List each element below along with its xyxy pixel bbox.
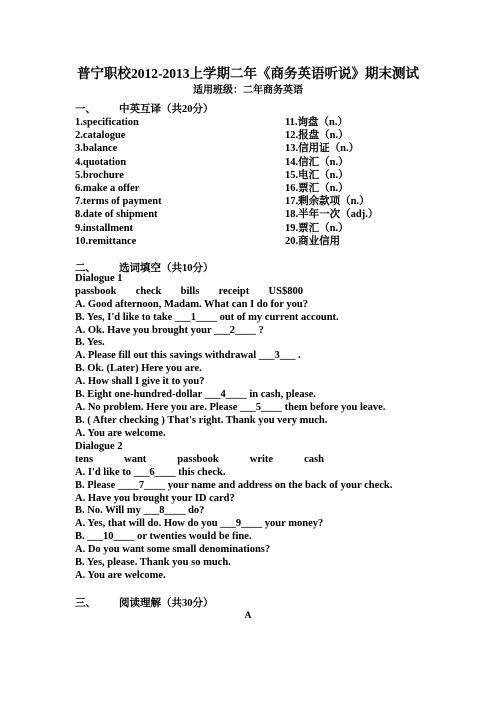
dialogue-line: B. ___10____ or twenties would be fine. xyxy=(75,531,252,543)
vocab-row xyxy=(75,156,435,169)
dialogue-line: A. Good afternoon, Madam. What can I do for you? xyxy=(75,298,308,310)
vocab-en: 5.brochure xyxy=(75,169,124,181)
dialogue-line: A. You are welcome. xyxy=(75,427,166,439)
word-bank-item: check xyxy=(135,285,162,297)
dialogue-line: B. Please ____7____ your name and address on the back of your check. xyxy=(75,479,393,491)
word-bank-item: passbook xyxy=(75,285,117,297)
page-subtitle: 适用班级：二年商务英语 xyxy=(193,85,303,96)
word-bank-item: tens xyxy=(75,453,94,465)
vocab-zh: 16.票汇（n.） xyxy=(285,182,349,194)
dialogue-line: A. Yes, that will do. How do you ___9____ your money? xyxy=(75,518,324,530)
dialogue-line: B. No. Will my ___8____ do? xyxy=(75,505,205,517)
vocab-row xyxy=(75,195,435,208)
vocab-row xyxy=(75,182,435,195)
dialogue-2 xyxy=(75,441,435,583)
dialogue1-word-bank xyxy=(75,286,303,299)
section1-number: 一、 xyxy=(75,104,96,115)
dialogue-line: A. How shall I give it to you? xyxy=(75,376,205,388)
word-bank-item: receipt xyxy=(218,285,250,297)
dialogue-line: B. Ok. (Later) Here you are. xyxy=(75,363,202,375)
vocab-row xyxy=(75,129,435,142)
vocab-row xyxy=(75,235,435,248)
word-bank-item: US$800 xyxy=(268,285,303,297)
section2-number: 二、 xyxy=(75,263,96,274)
vocab-zh: 18.半年一次（adj.） xyxy=(285,209,379,221)
vocab-zh: 15.电汇（n.） xyxy=(285,169,349,181)
vocab-en: 1.specification xyxy=(75,117,139,128)
dialogue-line: B. Yes, I'd like to take ___1____ out of my current account. xyxy=(75,311,339,323)
word-bank-item: passbook xyxy=(177,453,219,465)
dialogue-line: A. No problem. Here you are. Please ___5____ them before you leave. xyxy=(75,401,386,413)
vocab-zh: 17.剩余款项（n.） xyxy=(285,196,370,208)
dialogue-line: B. Eight one-hundred-dollar ___4____ in cash, please. xyxy=(75,389,316,401)
vocab-en: 10.remittance xyxy=(75,235,137,247)
dialogue-line: B. ( After checking ) That's right. Thank you very much. xyxy=(75,414,328,426)
dialogue2-word-bank xyxy=(75,454,324,467)
dialogue-line: A. I'd like to ___6____ this check. xyxy=(75,466,226,478)
word-bank-item: want xyxy=(124,453,147,465)
vocab-row xyxy=(75,142,435,155)
section3-heading xyxy=(75,595,214,610)
dialogue-line: A. Ok. Have you brought your ___2____ ? xyxy=(75,324,264,336)
vocab-row xyxy=(75,116,435,129)
dialogue1-title: Dialogue 1 xyxy=(75,273,123,284)
vocab-en: 3.balance xyxy=(75,143,118,155)
dialogue-line: A. Have you brought your ID card? xyxy=(75,492,235,504)
dialogue-line: B. Yes, please. Thank you so much. xyxy=(75,557,231,569)
vocab-zh: 14.信汇（n.） xyxy=(285,156,349,168)
dialogue-line: A. Please fill out this savings withdrawal ___3___ . xyxy=(75,350,301,362)
vocab-zh: 12.报盘（n.） xyxy=(285,130,349,142)
dialogue-1 xyxy=(75,273,435,441)
section3-title: 阅读理解（共30分） xyxy=(119,598,214,609)
word-bank-item: write xyxy=(249,453,274,465)
dialogue2-title: Dialogue 2 xyxy=(75,441,123,452)
page-title: 普宁职校2012-2013上学期二年《商务英语听说》期末测试 xyxy=(77,66,419,81)
vocab-list xyxy=(75,116,435,248)
vocab-en: 8.date of shipment xyxy=(75,209,158,221)
dialogue-line: A. Do you want some small denominations? xyxy=(75,544,271,556)
dialogue-line: A. You are welcome. xyxy=(75,569,166,581)
vocab-zh: 20.商业信用 xyxy=(285,235,341,247)
section1-heading xyxy=(75,101,214,116)
vocab-en: 2.catalogue xyxy=(75,130,126,142)
word-bank-item: bills xyxy=(180,285,200,297)
vocab-zh: 13.信用证（n.） xyxy=(285,143,360,155)
vocab-row xyxy=(75,169,435,182)
word-bank-item: cash xyxy=(304,453,324,465)
vocab-en: 9.installment xyxy=(75,222,134,234)
vocab-row xyxy=(75,222,435,235)
vocab-row xyxy=(75,208,435,221)
vocab-zh: 19.票汇（n.） xyxy=(285,222,349,234)
vocab-en: 4.quotation xyxy=(75,156,127,168)
section3-number: 三、 xyxy=(75,598,96,609)
vocab-en: 6.make a offer xyxy=(75,182,140,194)
dialogue-line: B. Yes. xyxy=(75,337,105,349)
vocab-zh: 11.询盘（n.） xyxy=(285,117,349,128)
passage-label: A xyxy=(244,611,252,621)
section2-title: 选词填空（共10分） xyxy=(119,263,214,274)
vocab-en: 7.terms of payment xyxy=(75,196,162,208)
section1-title: 中英互译（共20分） xyxy=(119,104,214,115)
